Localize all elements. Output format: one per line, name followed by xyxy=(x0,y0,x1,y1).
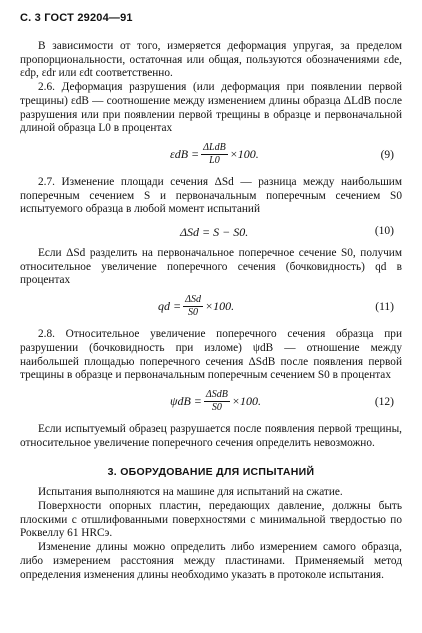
eq12-lhs: ψdB = xyxy=(170,393,202,408)
eq9-lhs: εdB = xyxy=(170,146,200,161)
paragraph-plates: Поверхности опорных пластин, передающих давление, должны быть плоскими с отшлифованными поверхностями с минимальной твердостью по Роквеллу 61 HRCэ. xyxy=(20,500,402,540)
eq9-denominator: L0 xyxy=(209,154,220,166)
paragraph-length-change: Изменение длины можно определить либо измерением самого образца, либо измерением расстояния между пластинами. Применяемый метод определения изменения длины необходимо указать в протоколе испытания. xyxy=(20,541,402,581)
equation-9 xyxy=(20,139,402,173)
eq10-text: ΔSd = S − S0. xyxy=(180,225,249,240)
paragraph-testing-machine: Испытания выполняются на машине для испытаний на сжатие. xyxy=(38,486,343,499)
eq12-fraction xyxy=(204,389,230,414)
paragraph-bochkovidnost: Если ΔSd разделить на первоначальное поперечное сечение S0, получим относительное увеличение поперечного сечения (бочковидность) qd в процентах xyxy=(20,247,402,287)
equation-11 xyxy=(20,291,402,325)
eq11-label: (11) xyxy=(375,301,394,314)
paragraph-deformation-types: В зависимости от того, измеряется деформация упругая, за пределом пропорциональности, остаточная или общая, пользуются обозначениями εde, εdp, εdr или εdt соответственно. xyxy=(20,40,402,80)
eq11-numerator: ΔSd xyxy=(185,294,201,306)
section-title-equipment: 3. ОБОРУДОВАНИЕ ДЛЯ ИСПЫТАНИЙ xyxy=(107,466,315,479)
paragraph-2-8: 2.8. Относительное увеличение поперечного сечения образца при разрушении (бочковидность при изломе) ψdB — отношение между наибольшей площадью поперечного сечения ΔSdB после появления первой трещины в образце и первоначальным поперечным сечением S0 в процентах xyxy=(20,328,402,382)
eq9-label: (9) xyxy=(380,148,394,161)
eq11-lhs: qd = xyxy=(158,299,182,314)
eq10-label: (10) xyxy=(374,225,394,238)
eq9-rhs: ×100. xyxy=(229,146,259,161)
eq9-fraction xyxy=(201,142,228,167)
paragraph-2-7: 2.7. Изменение площади сечения ΔSd — разница между наибольшим поперечным сечением S и первоначальным поперечным сечением S0 испытуемого образца в любой момент испытаний xyxy=(20,175,402,216)
eq12-label: (12) xyxy=(374,395,394,408)
paragraph-2-6: 2.6. Деформация разрушения (или деформация при появлении первой трещины) εdB — соотношение между изменением длины образца ΔLdB после разрушения или при появлении первой трещины в образце и первоначальной длиной образца L0 в процентах xyxy=(20,81,402,135)
eq12-denominator: S0 xyxy=(211,401,222,413)
eq11-rhs: ×100. xyxy=(204,299,235,314)
eq11-denominator: S0 xyxy=(188,307,199,319)
page-header: С. 3 ГОСТ 29204—91 xyxy=(20,12,133,24)
eq9-numerator: ΔLdB xyxy=(203,141,226,153)
equation-12 xyxy=(20,386,402,420)
equation-10 xyxy=(20,220,402,244)
document-body xyxy=(20,40,402,582)
paragraph-fracture-note: Если испытуемый образец разрушается после появления первой трещины, относительное увеличение поперечного сечения определить невозможно. xyxy=(20,422,402,449)
eq11-fraction xyxy=(183,294,203,319)
eq12-rhs: ×100. xyxy=(231,393,261,408)
eq12-numerator: ΔSdB xyxy=(205,388,228,400)
